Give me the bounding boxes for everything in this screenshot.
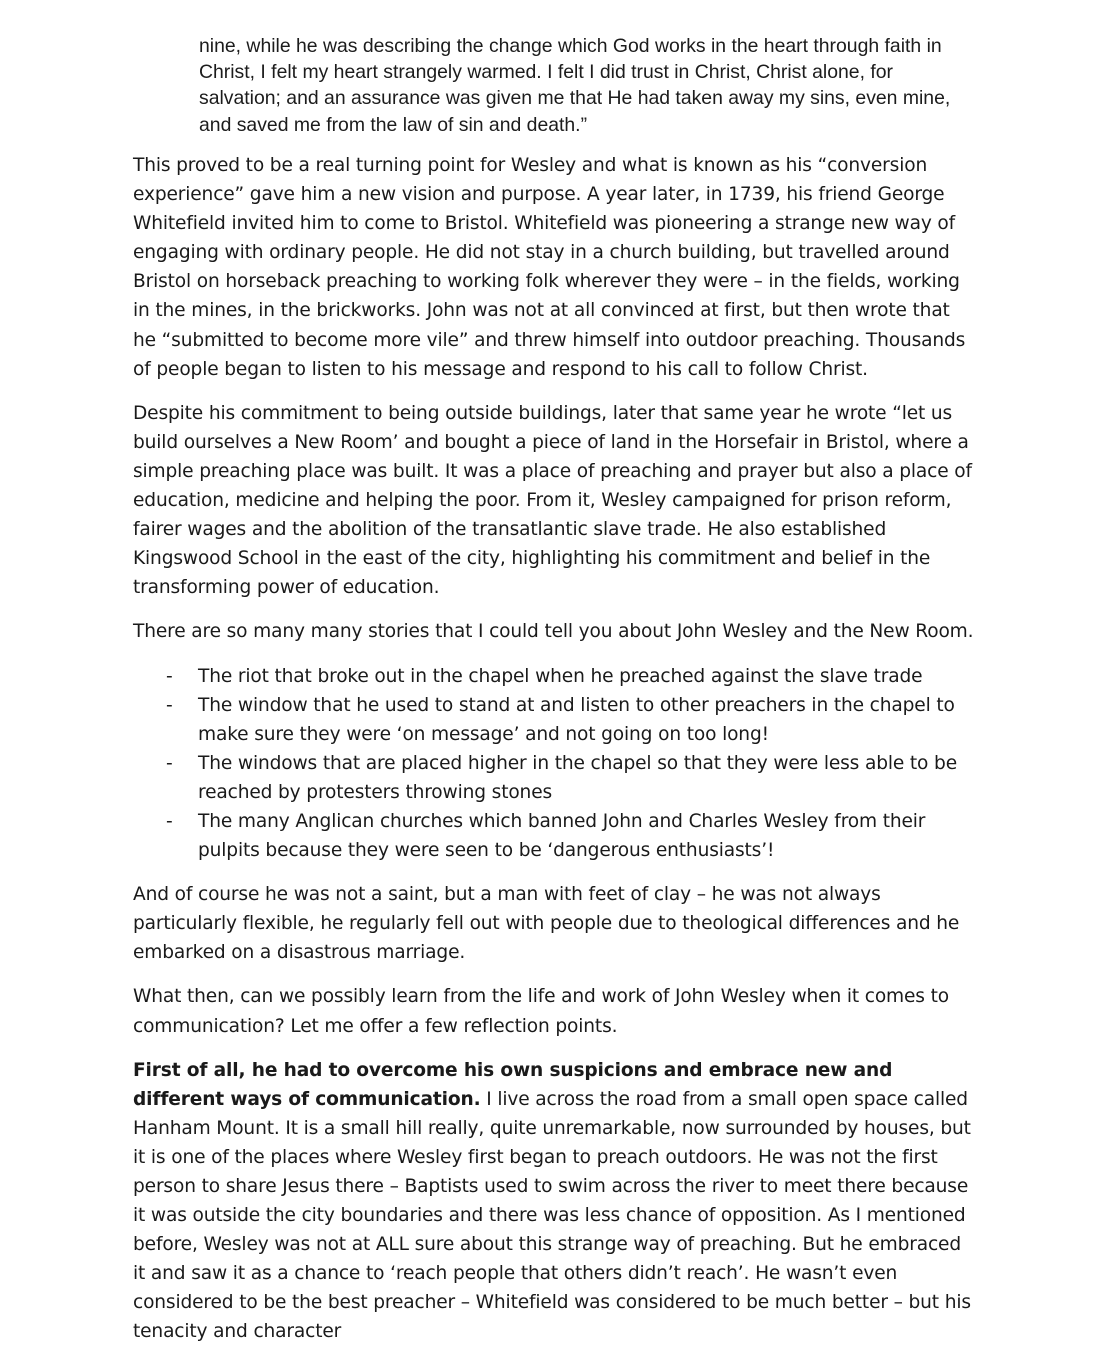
paragraph-reflection-intro: What then, can we possibly learn from the life and work of John Wesley when it comes to communication? Let me offer a few reflection points. <box>133 986 949 1037</box>
bullet-dash: - <box>166 810 173 832</box>
stories-list <box>133 662 978 866</box>
paragraph-stories-intro: There are so many many stories that I could tell you about John Wesley and the New Room. <box>133 621 974 643</box>
first-point-text: I live across the road from a small open space called Hanham Mount. It is a small hill really, quite unremarkable, now surrounded by houses, but it is one of the places where Wesley first began to preach outdoors. He was not the first person to share Jesus there – Baptists used to swim across the river to meet there because it was outside the city boundaries and there was less chance of opposition. As I mentioned before, Wesley was not at ALL sure about this strange way of preaching. But he embraced it and saw it as a chance to ‘reach people that others didn’t reach’. He wasn’t even considered to be the best preacher – Whitefield was considered to be much better – but his tenacity and character <box>133 1088 971 1343</box>
bullet-dash: - <box>166 752 173 774</box>
list-item <box>133 662 978 691</box>
bullet-dash: - <box>166 694 173 716</box>
paragraph-turning-point: This proved to be a real turning point for Wesley and what is known as his “conversion experience” gave him a new vision and purpose. A year later, in 1739, his friend George Whitefield invited him to come to Bristol. Whitefield was pioneering a strange new way of engaging with ordinary people. He did not stay in a church building, but travelled around Bristol on horseback preaching to working folk wherever they were – in the fields, working in the mines, in the brickworks. John was not at all convinced at first, but then wrote that he “submitted to become more vile” and threw himself into outdoor preaching. Thousands of people began to listen to his message and respond to his call to follow Christ. <box>133 155 966 380</box>
paragraph-feet-of-clay: And of course he was not a saint, but a man with feet of clay – he was not always particularly flexible, he regularly fell out with people due to theological differences and he embarked on a disastrous marriage. <box>133 884 960 964</box>
bullet-dash: - <box>166 665 173 687</box>
list-item-text: The windows that are placed higher in the chapel so that they were less able to be reached by protesters throwing stones <box>198 752 957 803</box>
list-item <box>133 807 978 865</box>
list-item-text: The window that he used to stand at and listen to other preachers in the chapel to make sure they were ‘on message’ and not going on too long! <box>198 694 955 745</box>
paragraph-first-point <box>133 1056 978 1347</box>
list-item-text: The riot that broke out in the chapel when he preached against the slave trade <box>198 665 923 687</box>
paragraph-new-room: Despite his commitment to being outside buildings, later that same year he wrote “let us build ourselves a New Room’ and bought a piece of land in the Horsefair in Bristol, where a simple preaching place was built. It was a place of preaching and prayer but also a place of education, medicine and helping the poor. From it, Wesley campaigned for prison reform, fairer wages and the abolition of the transatlantic slave trade. He also established Kingswood School in the east of the city, highlighting his commitment and belief in the transforming power of education. <box>133 402 972 599</box>
block-quote: nine, while he was describing the change which God works in the heart through faith in Christ, I felt my heart strangely warmed. I felt I did trust in Christ, Christ alone, for salvation; and an assurance was given me that He had taken away my sins, even mine, and saved me from the law of sin and death.” <box>199 35 951 136</box>
first-point-heading: First of all, he had to overcome his own suspicions and embrace new and different ways of communication. <box>133 1059 893 1110</box>
list-item <box>133 691 978 749</box>
list-item <box>133 749 978 807</box>
list-item-text: The many Anglican churches which banned John and Charles Wesley from their pulpits because they were seen to be ‘dangerous enthusiasts’! <box>198 810 926 862</box>
document-body <box>133 151 978 1357</box>
